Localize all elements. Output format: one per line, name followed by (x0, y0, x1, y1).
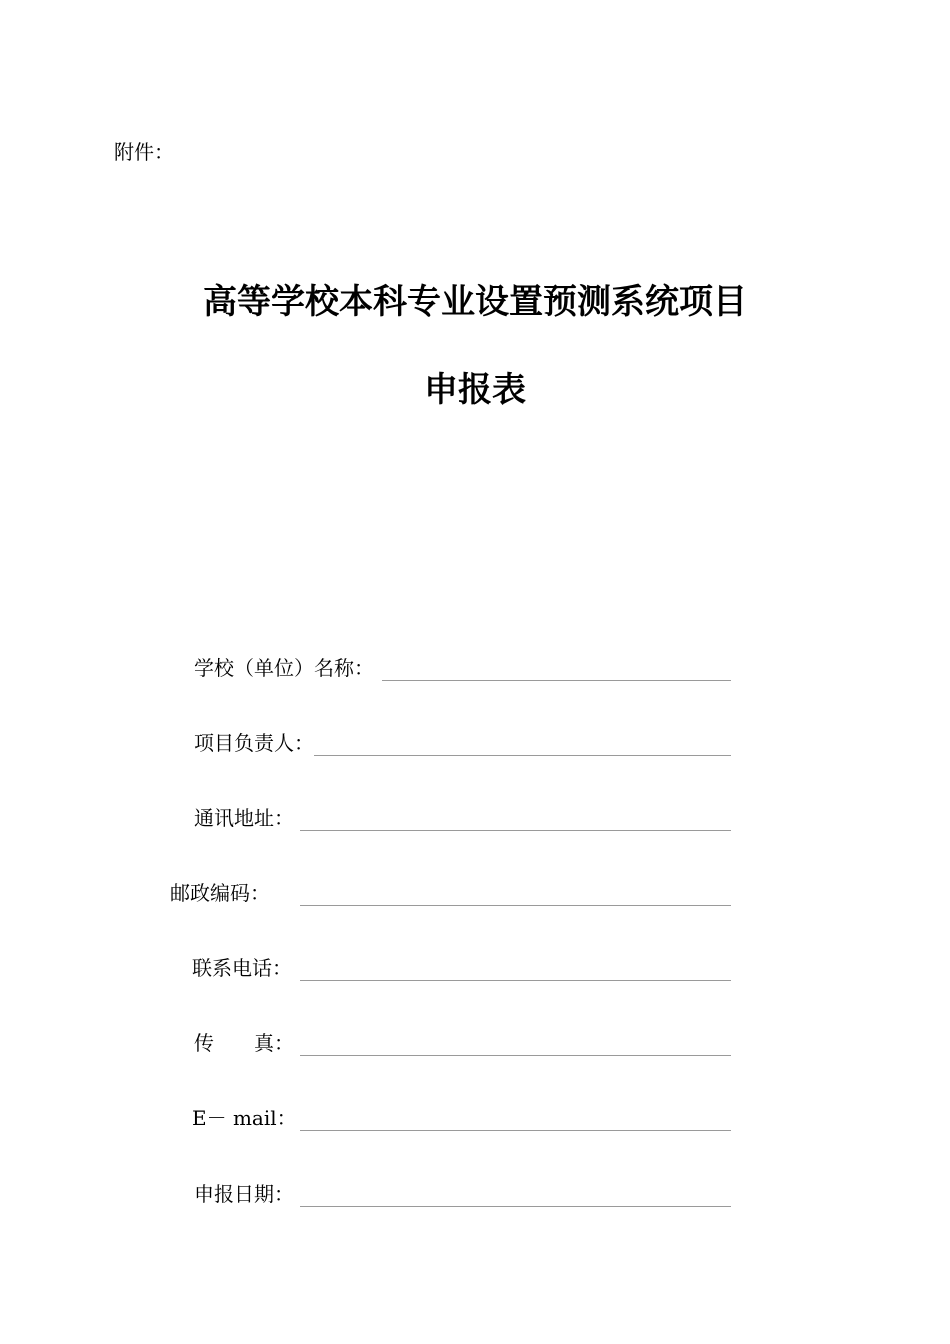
attachment-label: 附件： (114, 140, 174, 164)
fax-input-line[interactable] (300, 1055, 731, 1056)
phone-input-line[interactable] (300, 980, 731, 981)
field-address (0, 802, 950, 842)
project-leader-label: 项目负责人： (194, 731, 314, 755)
field-project-leader (0, 727, 950, 767)
field-school-name (0, 652, 950, 692)
postal-code-input-line[interactable] (300, 905, 731, 906)
address-label: 通讯地址： (194, 806, 294, 830)
date-label: 申报日期： (194, 1182, 294, 1206)
school-name-input-line[interactable] (382, 680, 731, 681)
email-label: E－ mail： (192, 1106, 297, 1130)
project-leader-input-line[interactable] (314, 755, 731, 756)
field-phone (0, 952, 950, 992)
field-date (0, 1178, 950, 1218)
email-input-line[interactable] (300, 1130, 731, 1131)
address-input-line[interactable] (300, 830, 731, 831)
field-postal-code (0, 877, 950, 917)
date-input-line[interactable] (300, 1206, 731, 1207)
field-email (0, 1102, 950, 1142)
document-subtitle: 申报表 (424, 370, 526, 410)
field-fax (0, 1027, 950, 1067)
school-name-label: 学校（单位）名称： (194, 656, 374, 680)
document-title: 高等学校本科专业设置预测系统项目 (203, 282, 747, 322)
fax-label: 传 真： (194, 1031, 294, 1055)
postal-code-label: 邮政编码： (170, 881, 270, 905)
phone-label: 联系电话： (192, 956, 292, 980)
